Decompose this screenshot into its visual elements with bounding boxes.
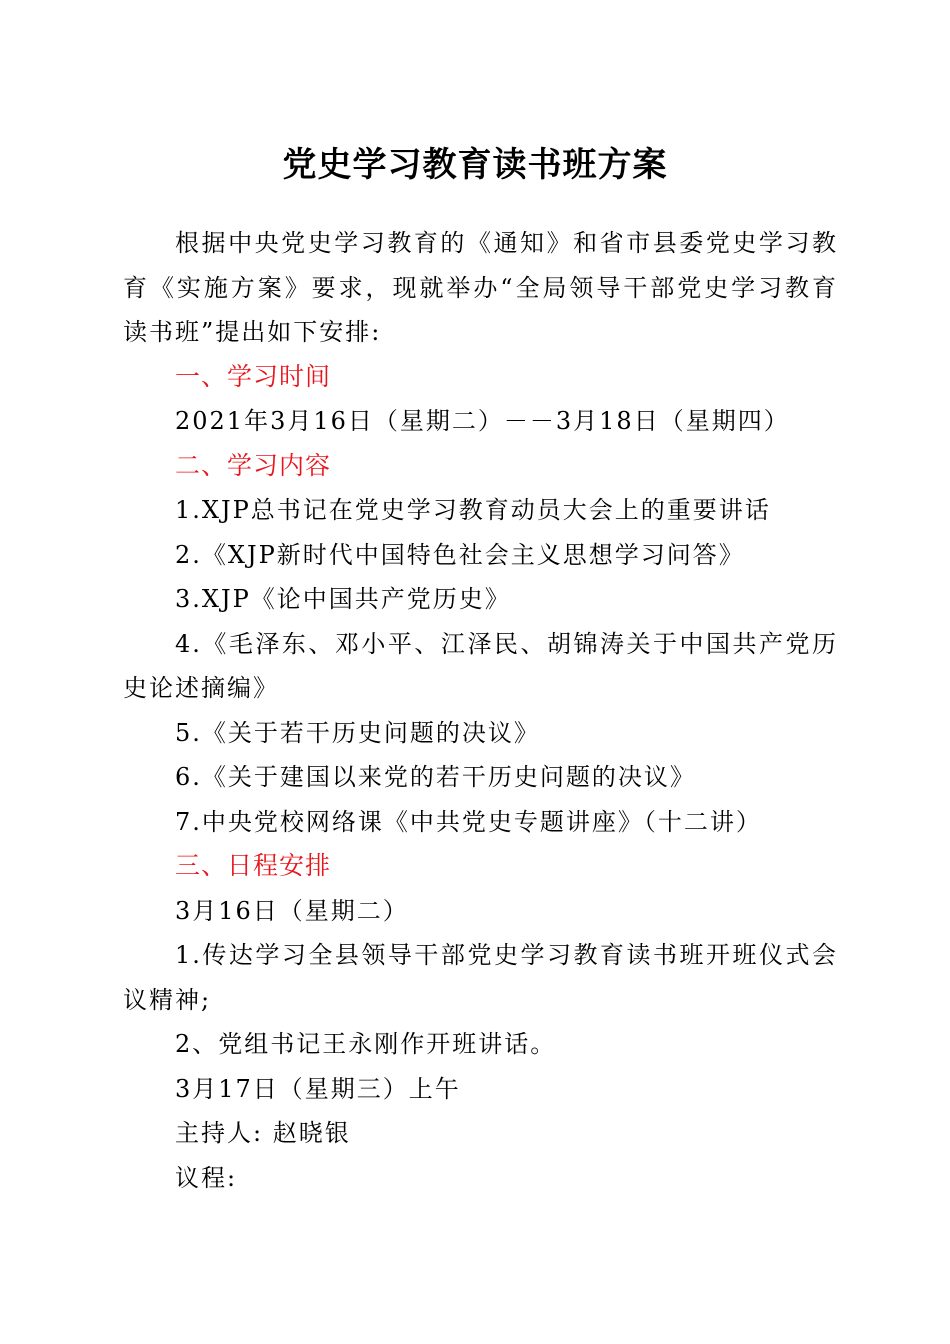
content-item-2: 2.《XJP新时代中国特色社会主义思想学习问答》: [175, 540, 745, 569]
content-item-7: 7.中央党校网络课《中共党史专题讲座》（十二讲）: [175, 807, 762, 836]
content-item-1: 1.XJP总书记在党史学习教育动员大会上的重要讲话: [175, 496, 771, 524]
content-item-4: 4.《毛泽东、邓小平、江泽民、胡锦涛关于中国共产党历史论述摘编》: [123, 629, 838, 702]
schedule-item-1: 1.传达学习全县领导干部党史学习教育读书班开班仪式会议精神;: [123, 941, 838, 1014]
schedule-host: 主持人: 赵晓银: [175, 1119, 351, 1147]
schedule-item-2: 2、党组书记王永刚作开班讲话。: [175, 1030, 557, 1058]
content-item-6: 6.《关于建国以来党的若干历史问题的决议》: [175, 763, 696, 791]
section-heading-study-time: 一、学习时间: [175, 361, 332, 391]
content-item-3: 3.XJP《论中国共产党历史》: [175, 585, 511, 613]
study-time-line: 2021年3月16日（星期二）－－3月18日（星期四）: [175, 407, 790, 435]
section-heading-schedule: 三、日程安排: [175, 851, 332, 880]
intro-paragraph: 根据中央党史学习教育的《通知》和省市县委党史学习教育《实施方案》要求，现就举办“全局领导干部党史学习教育读书班”提出如下安排:: [123, 229, 838, 346]
section-heading-study-content: 二、学习内容: [175, 450, 332, 480]
schedule-date-march-17: 3月17日（星期三）上午: [175, 1074, 461, 1103]
schedule-agenda-label: 议程:: [175, 1163, 238, 1192]
document-title: 党史学习教育读书班方案: [282, 145, 668, 185]
document-body: [123, 221, 838, 1200]
schedule-date-march-16: 3月16日（星期二）: [175, 896, 409, 925]
content-item-5: 5.《关于若干历史问题的决议》: [175, 718, 540, 747]
